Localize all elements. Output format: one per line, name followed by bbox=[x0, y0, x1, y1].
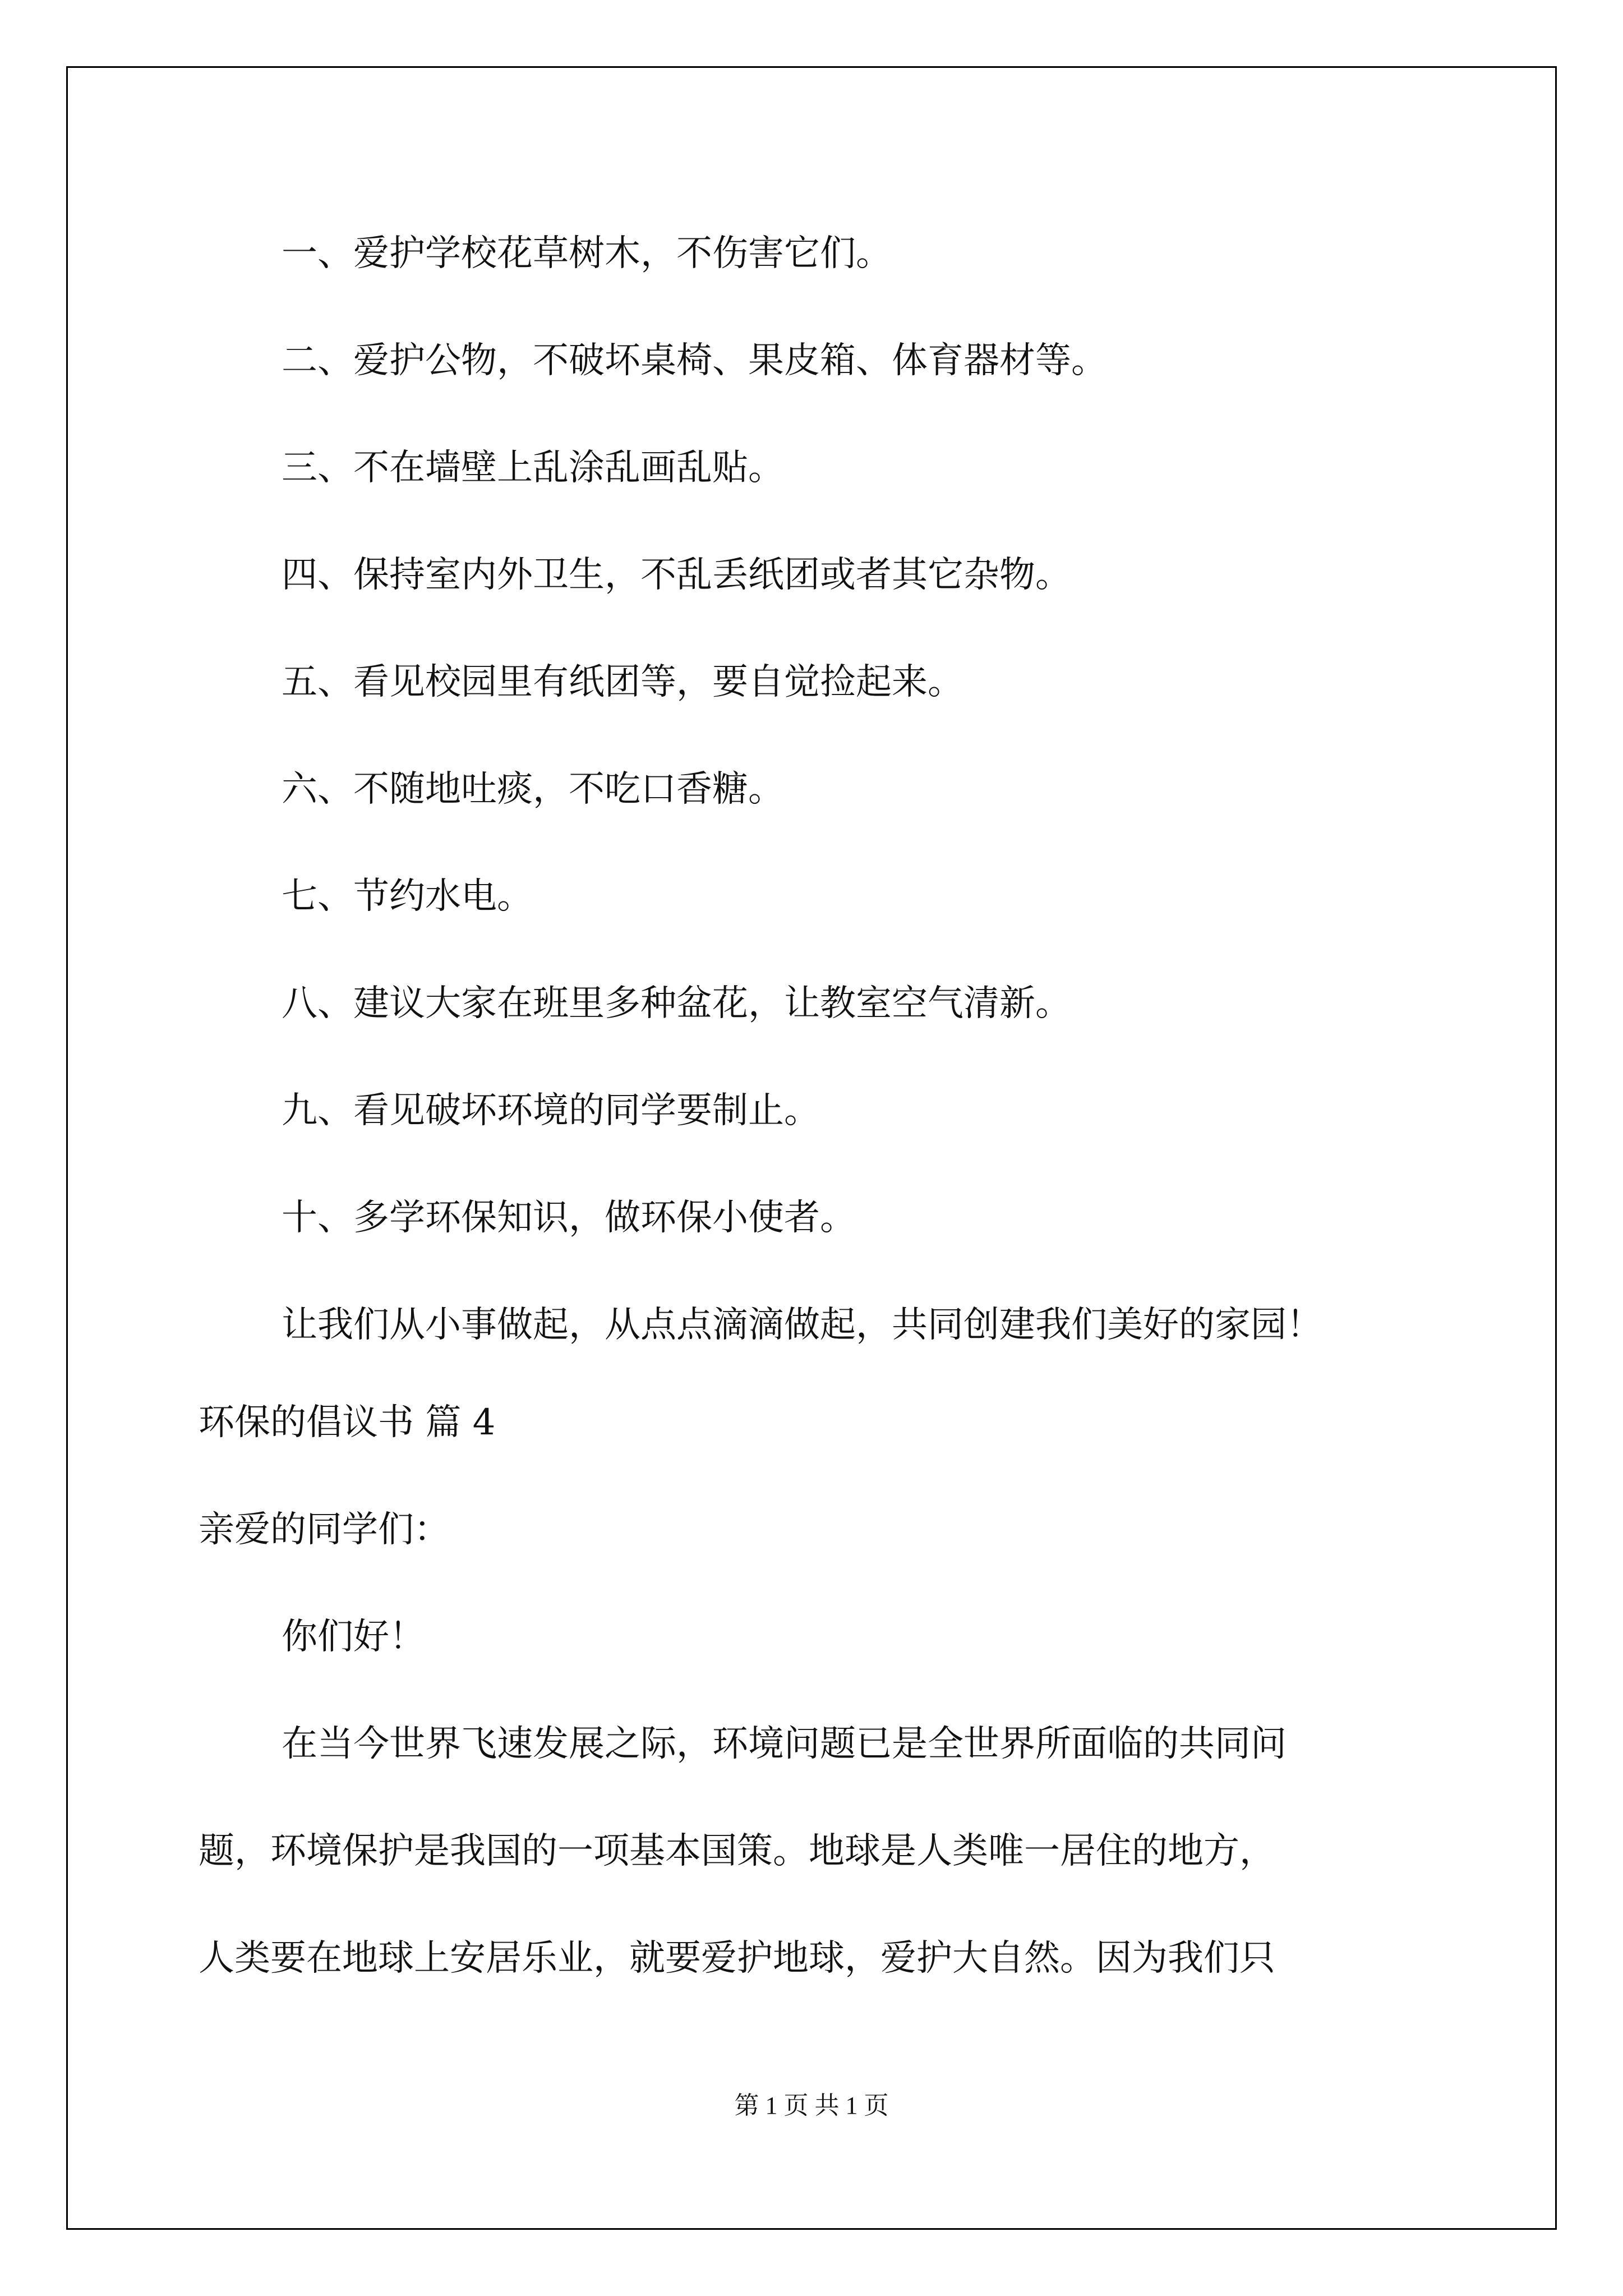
salutation: 亲爱的同学们： bbox=[199, 1509, 450, 1550]
section-title: 环保的倡议书 篇 4 bbox=[199, 1402, 496, 1443]
closing-paragraph: 让我们从小事做起，从点点滴滴做起，共同创建我们美好的家园！ bbox=[282, 1304, 1322, 1346]
page-footer: 第 1 页 共 1 页 bbox=[734, 2092, 889, 2119]
list-item: 五、看见校园里有纸团等，要自觉捡起来。 bbox=[282, 661, 963, 703]
paragraph-line: 题，环境保护是我国的一项基本国策。地球是人类唯一居住的地方， bbox=[199, 1830, 1275, 1872]
list-item: 一、爱护学校花草树木，不伤害它们。 bbox=[282, 233, 892, 274]
paragraph-line: 在当今世界飞速发展之际，环境问题已是全世界所面临的共同问 bbox=[282, 1723, 1287, 1765]
page-border bbox=[66, 66, 1557, 2230]
list-item: 二、爱护公物，不破坏桌椅、果皮箱、体育器材等。 bbox=[282, 340, 1107, 381]
paragraph-line: 人类要在地球上安居乐业，就要爱护地球，爱护大自然。因为我们只 bbox=[199, 1938, 1275, 1979]
list-item: 六、不随地吐痰，不吃口香糖。 bbox=[282, 769, 784, 810]
list-item: 七、节约水电。 bbox=[282, 876, 533, 917]
list-item: 八、建议大家在班里多种盆花，让教室空气清新。 bbox=[282, 983, 1071, 1024]
list-item: 三、不在墙壁上乱涂乱画乱贴。 bbox=[282, 447, 784, 489]
greeting: 你们好！ bbox=[282, 1616, 425, 1658]
list-item: 九、看见破坏环境的同学要制止。 bbox=[282, 1090, 820, 1131]
list-item: 十、多学环保知识，做环保小使者。 bbox=[282, 1197, 856, 1239]
list-item: 四、保持室内外卫生，不乱丢纸团或者其它杂物。 bbox=[282, 554, 1071, 596]
